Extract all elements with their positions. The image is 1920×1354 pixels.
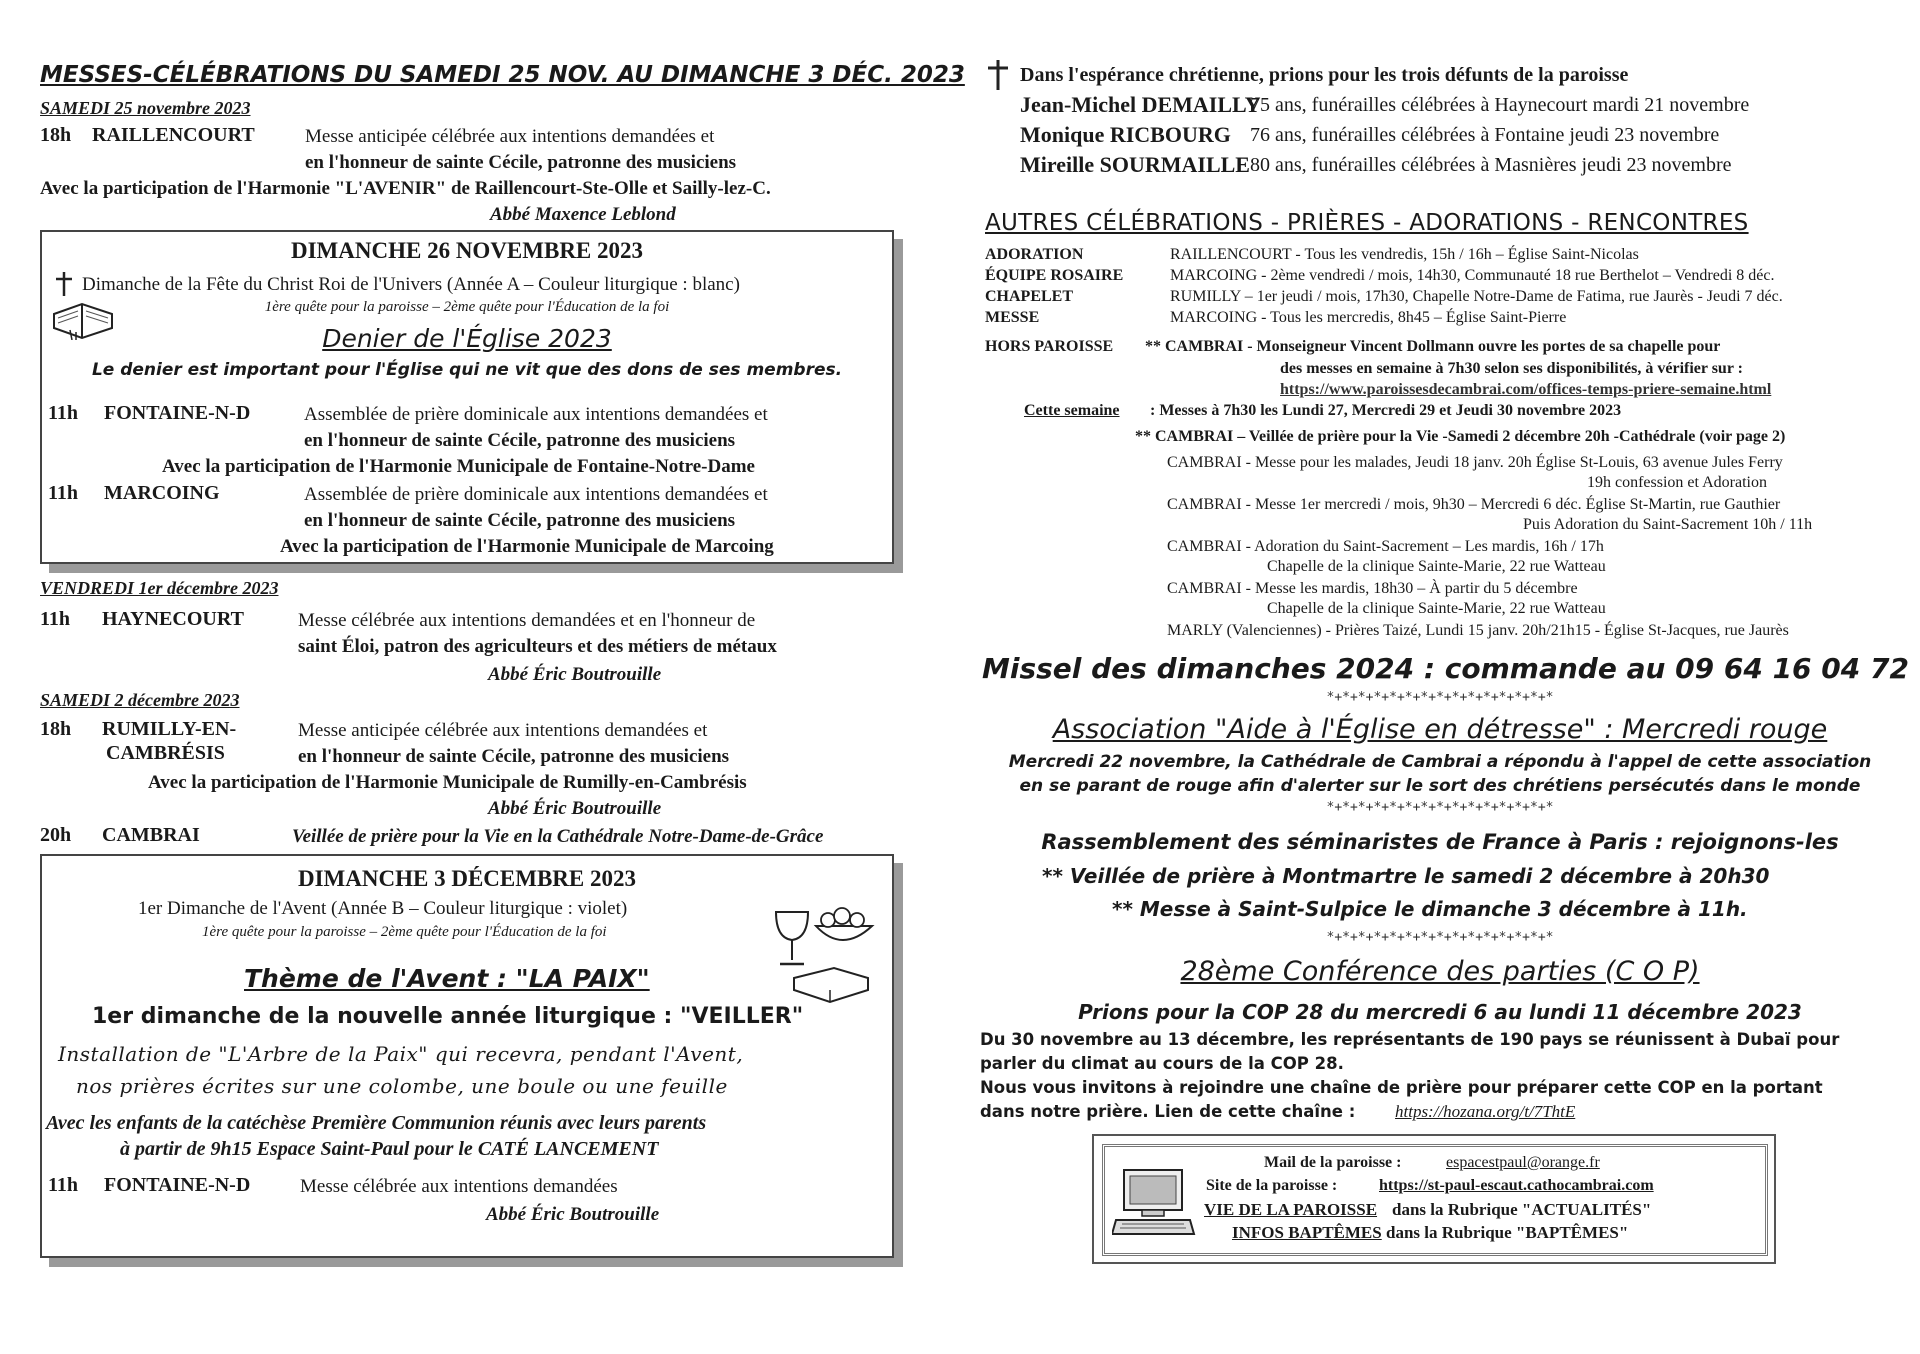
- rass-line1: ** Veillée de prière à Montmartre le samedi 2 décembre à 20h30: [1042, 864, 1770, 888]
- cop-line2: parler du climat au cours de la COP 28.: [980, 1054, 1344, 1073]
- sat25-line2: en l'honneur de sainte Cécile, patronne des musiciens: [305, 152, 737, 173]
- event-line2: Chapelle de la clinique Sainte-Marie, 22 rue Watteau: [1267, 600, 1606, 617]
- sun26-m2-line3: Avec la participation de l'Harmonie Municipale de Marcoing: [280, 536, 774, 557]
- event-item: [1167, 538, 1907, 580]
- place-sat2-b: CAMBRÉSIS: [106, 742, 225, 764]
- sun3-m-line: Messe célébrée aux intentions demandées: [300, 1176, 618, 1197]
- event-line1: MARLY (Valenciennes) - Prières Taizé, Lundi 15 janv. 20h/21h15 - Église St-Jacques, rue Jaurès: [1167, 622, 1789, 639]
- sun3-m-time: 11h: [48, 1174, 79, 1196]
- sunday26-quete: 1ère quête pour la paroisse – 2ème quête pour l'Éducation de la foi: [264, 299, 670, 315]
- vie-paroisse-rubrique: dans la Rubrique "ACTUALITÉS": [1392, 1200, 1652, 1219]
- event-item: [1167, 496, 1907, 538]
- event-item: [1167, 622, 1907, 644]
- defunt-row: [1020, 122, 1900, 152]
- hors-line2: des messes en semaine à 7h30 selon ses disponibilités, à vérifier sur :: [1280, 360, 1743, 377]
- autres-list: [985, 246, 1885, 330]
- main-title: MESSES-CÉLÉBRATIONS DU SAMEDI 25 NOV. AU DIMANCHE 3 DÉC. 2023: [40, 62, 965, 88]
- defunts-list: [1020, 92, 1900, 182]
- place-sat25: RAILLENCOURT: [92, 124, 255, 146]
- stars-divider: *+*+*+*+*+*+*+*+*+*+*+*+*+*+*: [1326, 930, 1554, 945]
- computer-icon: [1112, 1166, 1196, 1245]
- cop-line1: Du 30 novembre au 13 décembre, les représentants de 190 pays se réunissent à Dubaï pour: [980, 1030, 1840, 1049]
- fri1-line1: Messe célébrée aux intentions demandées et en l'honneur de: [298, 610, 756, 631]
- cop-link[interactable]: https://hozana.org/t/7ThtE: [1395, 1102, 1576, 1121]
- sat25-line3: Avec la participation de l'Harmonie "L'AVENIR" de Raillencourt-Ste-Olle et Sailly-lez-C.: [40, 178, 771, 199]
- stars-divider: *+*+*+*+*+*+*+*+*+*+*+*+*+*+*: [1326, 800, 1554, 815]
- fri1-line2: saint Éloi, patron des agriculteurs et des métiers de métaux: [298, 636, 777, 657]
- denier-text: Le denier est important pour l'Église qui ne vit que des dons de ses membres.: [91, 360, 843, 380]
- denier-title: Denier de l'Église 2023: [322, 324, 612, 353]
- place-sat2-cambrai: CAMBRAI: [102, 824, 200, 846]
- asso-line2: en se parant de rouge afin d'alerter sur le sort des chrétiens persécutés dans le monde: [1019, 776, 1861, 796]
- avent-veiller: 1er dimanche de la nouvelle année liturgique : "VEILLER": [92, 1004, 804, 1029]
- sun26-m1-line2: en l'honneur de sainte Cécile, patronne des musiciens: [304, 430, 736, 451]
- event-line2: Chapelle de la clinique Sainte-Marie, 22 rue Watteau: [1267, 558, 1606, 575]
- sat25-line1: Messe anticipée célébrée aux intentions demandées et: [305, 126, 715, 147]
- hors-line1: ** CAMBRAI - Monseigneur Vincent Dollmann ouvre les portes de sa chapelle pour: [1145, 338, 1721, 355]
- sun26-m1-place: FONTAINE-N-D: [104, 402, 251, 424]
- asso-title: Association "Aide à l'Église en détresse" : Mercredi rouge: [1052, 714, 1828, 745]
- sun3-m-place: FONTAINE-N-D: [104, 1174, 251, 1196]
- autres-text: MARCOING - Tous les mercredis, 8h45 – Église Saint-Pierre: [1170, 309, 1567, 326]
- mail-label: Mail de la paroisse :: [1264, 1154, 1402, 1171]
- autres-label: MESSE: [985, 309, 1040, 326]
- defunt-name: Jean-Michel DEMAILLY: [1020, 92, 1261, 117]
- sunday26-box: [40, 230, 894, 564]
- defunt-info: 75 ans, funérailles célébrées à Haynecourt mardi 21 novembre: [1250, 94, 1750, 116]
- place-fri1: HAYNECOURT: [102, 608, 244, 630]
- autres-row: [985, 267, 1885, 288]
- autres-label: CHAPELET: [985, 288, 1074, 305]
- infos-baptemes-link[interactable]: INFOS BAPTÊMES: [1232, 1223, 1382, 1242]
- autres-row: [985, 309, 1885, 330]
- defunt-name: Mireille SOURMAILLE: [1020, 152, 1250, 177]
- sunday3-title: DIMANCHE 3 DÉCEMBRE 2023: [298, 866, 636, 891]
- sunday26-title: DIMANCHE 26 NOVEMBRE 2023: [290, 238, 644, 263]
- time-sat25: 18h: [40, 124, 72, 146]
- sun26-m2-time: 11h: [48, 482, 79, 504]
- sat2-line1: Messe anticipée célébrée aux intentions demandées et: [298, 720, 708, 741]
- arbre-line1: Installation de "L'Arbre de la Paix" qui recevra, pendant l'Avent,: [58, 1042, 744, 1066]
- event-line1: CAMBRAI - Adoration du Saint-Sacrement – Les mardis, 16h / 17h: [1167, 538, 1604, 555]
- arbre-line2: nos prières écrites sur une colombe, une boule ou une feuille: [76, 1074, 728, 1098]
- cop-subtitle: Prions pour la COP 28 du mercredi 6 au lundi 11 décembre 2023: [1078, 1000, 1802, 1024]
- fri1-celebrant: Abbé Éric Boutrouille: [488, 664, 662, 685]
- autres-label: ÉQUIPE ROSAIRE: [985, 267, 1124, 284]
- date-fri1: VENDREDI 1er décembre 2023: [40, 578, 279, 598]
- place-sat2-a: RUMILLY-EN-: [102, 718, 237, 740]
- sun26-m1-time: 11h: [48, 402, 79, 424]
- sat25-celebrant: Abbé Maxence Leblond: [490, 204, 676, 225]
- time-sat2: 18h: [40, 718, 72, 740]
- time-fri1: 11h: [40, 608, 71, 630]
- infos-baptemes-rubrique: dans la Rubrique "BAPTÊMES": [1386, 1223, 1629, 1242]
- events-list: [1167, 454, 1907, 644]
- autres-text: RAILLENCOURT - Tous les vendredis, 15h / 16h – Église Saint-Nicolas: [1170, 246, 1639, 263]
- semaine-text: : Messes à 7h30 les Lundi 27, Mercredi 29 et Jeudi 30 novembre 2023: [1150, 402, 1622, 419]
- vie-paroisse-link[interactable]: VIE DE LA PAROISSE: [1204, 1200, 1378, 1219]
- date-sat25: SAMEDI 25 novembre 2023: [40, 98, 251, 118]
- enfants-line1: Avec les enfants de la catéchèse Première Communion réunis avec leurs parents: [46, 1112, 707, 1134]
- date-sat2: SAMEDI 2 décembre 2023: [40, 690, 240, 710]
- sun26-m2-line2: en l'honneur de sainte Cécile, patronne des musiciens: [304, 510, 736, 531]
- event-line1: CAMBRAI - Messe 1er mercredi / mois, 9h30 – Mercredi 6 déc. Église St-Martin, rue Gauthier: [1167, 496, 1781, 513]
- autres-row: [985, 288, 1885, 309]
- sat2-veillee: Veillée de prière pour la Vie en la Cathédrale Notre-Dame-de-Grâce: [292, 826, 824, 847]
- sun3-celebrant: Abbé Éric Boutrouille: [486, 1204, 660, 1225]
- event-line1: CAMBRAI - Messe les mardis, 18h30 – À partir du 5 décembre: [1167, 580, 1578, 597]
- sat2-celebrant: Abbé Éric Boutrouille: [488, 798, 662, 819]
- sat2-line2: en l'honneur de sainte Cécile, patronne des musiciens: [298, 746, 730, 767]
- event-line1: CAMBRAI - Messe pour les malades, Jeudi 18 janv. 20h Église St-Louis, 63 avenue Jules Ferry: [1167, 454, 1783, 471]
- enfants-line2: à partir de 9h15 Espace Saint-Paul pour le CATÉ LANCEMENT: [120, 1138, 659, 1160]
- rass-title: Rassemblement des séminaristes de France à Paris : rejoignons-les: [1041, 830, 1839, 854]
- autres-title: AUTRES CÉLÉBRATIONS - PRIÈRES - ADORATIONS - RENCONTRES: [985, 210, 1749, 236]
- event-line2: 19h confession et Adoration: [1587, 474, 1767, 491]
- asso-line1: Mercredi 22 novembre, la Cathédrale de Cambrai a répondu à l'appel de cette association: [1008, 752, 1872, 772]
- stars-divider: *+*+*+*+*+*+*+*+*+*+*+*+*+*+*: [1326, 690, 1554, 705]
- rass-line2: ** Messe à Saint-Sulpice le dimanche 3 décembre à 11h.: [1112, 897, 1748, 921]
- sun26-m2-place: MARCOING: [104, 482, 220, 504]
- sunday3-feast: 1er Dimanche de l'Avent (Année B – Couleur liturgique : violet): [138, 898, 628, 919]
- missel: Missel des dimanches 2024 : commande au 09 64 16 04 72: [982, 652, 1909, 685]
- sat2-line3: Avec la participation de l'Harmonie Municipale de Rumilly-en-Cambrésis: [148, 772, 747, 793]
- mail-link[interactable]: espacestpaul@orange.fr: [1446, 1154, 1600, 1171]
- autres-text: RUMILLY – 1er jeudi / mois, 17h30, Chapelle Notre-Dame de Fatima, rue Jaurès - Jeudi 7 déc.: [1170, 288, 1783, 305]
- cop-title: 28ème Conférence des parties (C O P): [1180, 956, 1700, 987]
- sunday26-feast: Dimanche de la Fête du Christ Roi de l'Univers (Année A – Couleur liturgique : blanc): [82, 274, 740, 295]
- sun26-m1-line1: Assemblée de prière dominicale aux intentions demandées et: [304, 404, 768, 425]
- defunt-info: 76 ans, funérailles célébrées à Fontaine jeudi 23 novembre: [1250, 124, 1720, 146]
- sunday3-box: [40, 854, 894, 1258]
- sun26-m2-line1: Assemblée de prière dominicale aux intentions demandées et: [304, 484, 768, 505]
- defunts-title: Dans l'espérance chrétienne, prions pour les trois défunts de la paroisse: [1020, 64, 1629, 86]
- autres-label: ADORATION: [985, 246, 1084, 263]
- cop-line4: dans notre prière. Lien de cette chaîne :: [980, 1102, 1356, 1121]
- defunt-row: [1020, 152, 1900, 182]
- avent-theme: Thème de l'Avent : "LA PAIX": [244, 964, 650, 993]
- semaine-label: Cette semaine: [1024, 402, 1120, 419]
- defunt-name: Monique RICBOURG: [1020, 122, 1231, 147]
- cambrai-veillee: ** CAMBRAI – Veillée de prière pour la Vie -Samedi 2 décembre 20h -Cathédrale (voir page 2): [1135, 428, 1786, 445]
- autres-row: [985, 246, 1885, 267]
- sunday3-quete: 1ère quête pour la paroisse – 2ème quête pour l'Éducation de la foi: [202, 924, 607, 940]
- contact-box: [1092, 1134, 1776, 1264]
- event-line2: Puis Adoration du Saint-Sacrement 10h / 11h: [1523, 516, 1813, 533]
- cross-icon: [985, 58, 1011, 97]
- defunt-info: 80 ans, funérailles célébrées à Masnières jeudi 23 novembre: [1250, 154, 1732, 176]
- event-item: [1167, 580, 1907, 622]
- site-label: Site de la paroisse :: [1206, 1177, 1338, 1194]
- hors-label: HORS PAROISSE: [985, 338, 1114, 355]
- hors-url[interactable]: https://www.paroissesdecambrai.com/offices-temps-priere-semaine.html: [1280, 381, 1772, 398]
- sun26-m1-line3: Avec la participation de l'Harmonie Municipale de Fontaine-Notre-Dame: [162, 456, 755, 477]
- chalice-bread-icon: [772, 894, 882, 1009]
- cop-line3: Nous vous invitons à rejoindre une chaîne de prière pour préparer cette COP en la portant: [980, 1078, 1823, 1097]
- site-link[interactable]: https://st-paul-escaut.cathocambrai.com: [1379, 1177, 1654, 1194]
- event-item: [1167, 454, 1907, 496]
- time-sat2-20h: 20h: [40, 824, 72, 846]
- defunt-row: [1020, 92, 1900, 122]
- autres-text: MARCOING - 2ème vendredi / mois, 14h30, Communauté 18 rue Berthelot – Vendredi 8 déc.: [1170, 267, 1775, 284]
